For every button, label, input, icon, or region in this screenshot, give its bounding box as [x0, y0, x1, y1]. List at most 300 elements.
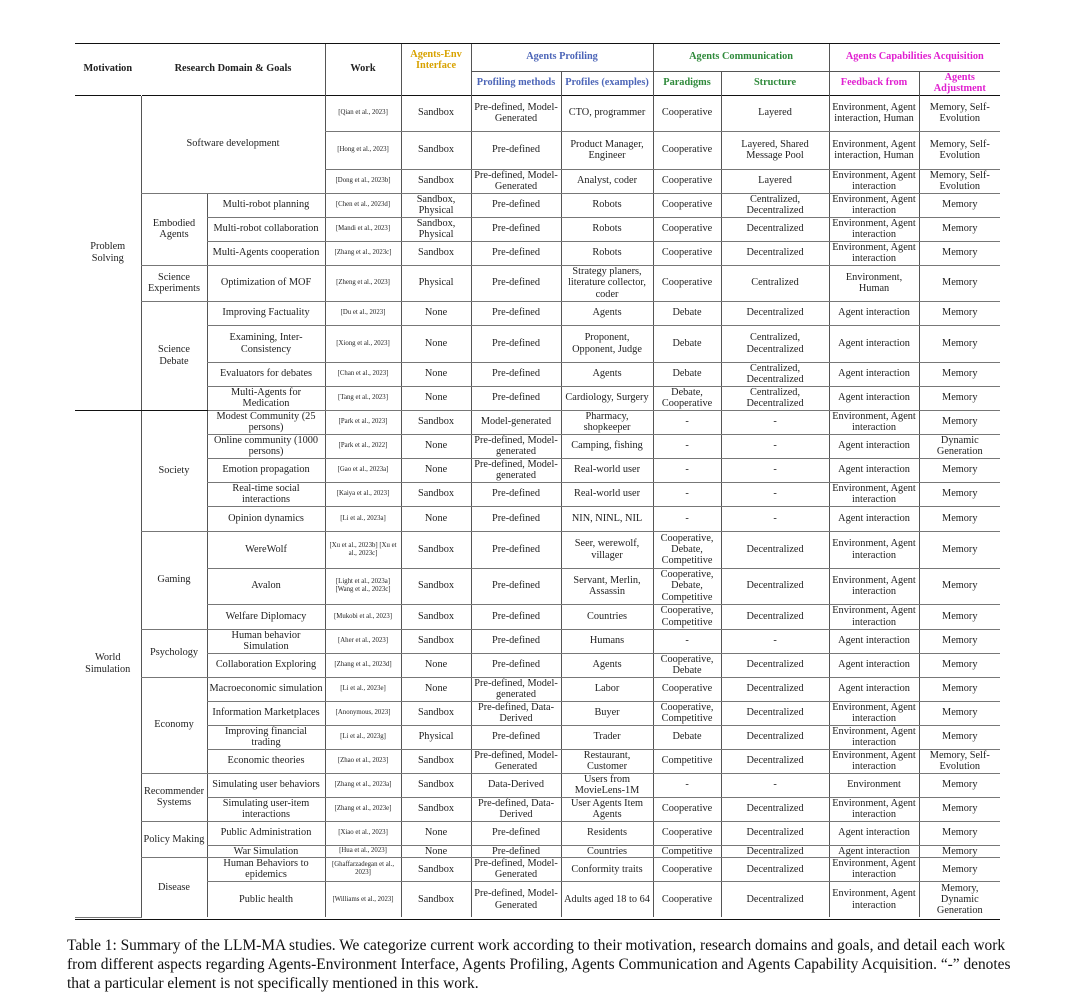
profiling-method-cell: Data-Derived — [471, 773, 561, 797]
motivation-cell: Problem Solving — [75, 95, 141, 410]
domain-cell: Gaming — [141, 531, 207, 629]
table-row — [75, 458, 1000, 482]
adjustment-cell: Memory — [919, 701, 1000, 725]
table-row — [75, 653, 1000, 677]
adjustment-cell: Memory, Self-Evolution — [919, 749, 1000, 773]
goal-cell: Collaboration Exploring — [207, 653, 325, 677]
goal-cell: Information Marketplaces — [207, 701, 325, 725]
structure-cell: Decentralized — [721, 568, 829, 604]
table-row — [75, 217, 1000, 241]
paradigm-cell: Competitive — [653, 749, 721, 773]
table-row — [75, 506, 1000, 531]
feedback-cell: Agent interaction — [829, 821, 919, 845]
profiles-cell: Restaurant, Customer — [561, 749, 653, 773]
table-row — [75, 362, 1000, 386]
col-header-work: Work — [325, 43, 401, 95]
profiling-method-cell: Pre-defined — [471, 725, 561, 749]
adjustment-cell: Memory — [919, 362, 1000, 386]
work-citation: [Tang et al., 2023] — [325, 386, 401, 410]
profiling-method-cell: Pre-defined — [471, 629, 561, 653]
domain-cell: Economy — [141, 677, 207, 773]
goal-cell: Emotion propagation — [207, 458, 325, 482]
feedback-cell: Environment, Agent interaction — [829, 749, 919, 773]
work-citation: [Kaiya et al., 2023] — [325, 482, 401, 506]
table-row — [75, 193, 1000, 217]
feedback-cell: Agent interaction — [829, 845, 919, 857]
structure-cell: Decentralized — [721, 531, 829, 568]
env-interface-cell: Sandbox — [401, 857, 471, 881]
table-row — [75, 482, 1000, 506]
env-interface-cell: None — [401, 506, 471, 531]
feedback-cell: Agent interaction — [829, 434, 919, 458]
structure-cell: Decentralized — [721, 725, 829, 749]
adjustment-cell: Memory — [919, 857, 1000, 881]
work-citation: [Li et al., 2023a] — [325, 506, 401, 531]
table-row — [75, 531, 1000, 568]
feedback-cell: Environment, Agent interaction — [829, 568, 919, 604]
summary-table-container — [75, 43, 1000, 918]
table-bottom-rule — [75, 919, 1000, 920]
profiling-method-cell: Pre-defined, Model-Generated — [471, 95, 561, 131]
profiling-method-cell: Pre-defined — [471, 193, 561, 217]
goal-cell: Avalon — [207, 568, 325, 604]
table-row — [75, 725, 1000, 749]
feedback-cell: Environment, Agent interaction — [829, 881, 919, 917]
structure-cell: Decentralized — [721, 749, 829, 773]
profiling-method-cell: Pre-defined — [471, 241, 561, 265]
table-row — [75, 241, 1000, 265]
work-citation: [Park et al., 2023] — [325, 410, 401, 434]
col-header-domain: Research Domain & Goals — [141, 43, 325, 95]
adjustment-cell: Memory — [919, 821, 1000, 845]
structure-cell: Decentralized — [721, 701, 829, 725]
paradigm-cell: Cooperative — [653, 857, 721, 881]
work-citation: [Zhao et al., 2023] — [325, 749, 401, 773]
structure-cell: Centralized — [721, 265, 829, 301]
profiles-cell: Buyer — [561, 701, 653, 725]
structure-cell: Decentralized — [721, 241, 829, 265]
paradigm-cell: Debate — [653, 301, 721, 325]
structure-cell: - — [721, 410, 829, 434]
adjustment-cell: Memory, Self-Evolution — [919, 131, 1000, 169]
paradigm-cell: Cooperative, Competitive — [653, 701, 721, 725]
feedback-cell: Environment, Agent interaction — [829, 604, 919, 629]
profiling-method-cell: Pre-defined, Model-Generated — [471, 749, 561, 773]
table-body — [75, 95, 1000, 917]
structure-cell: Decentralized — [721, 821, 829, 845]
goal-cell: Economic theories — [207, 749, 325, 773]
paradigm-cell: Cooperative, Debate — [653, 653, 721, 677]
profiles-cell: Residents — [561, 821, 653, 845]
goal-cell: Online community (1000 persons) — [207, 434, 325, 458]
paradigm-cell: - — [653, 506, 721, 531]
profiling-method-cell: Pre-defined — [471, 386, 561, 410]
table-row — [75, 857, 1000, 881]
env-interface-cell: Sandbox — [401, 749, 471, 773]
adjustment-cell: Memory — [919, 653, 1000, 677]
work-citation: [Dong et al., 2023b] — [325, 169, 401, 193]
structure-cell: Centralized, Decentralized — [721, 193, 829, 217]
adjustment-cell: Memory — [919, 482, 1000, 506]
work-citation: [Zhang et al., 2023c] — [325, 241, 401, 265]
profiling-method-cell: Pre-defined — [471, 217, 561, 241]
col-header-profiles: Profiles (examples) — [561, 71, 653, 95]
adjustment-cell: Memory — [919, 265, 1000, 301]
profiling-method-cell: Model-generated — [471, 410, 561, 434]
structure-cell: - — [721, 629, 829, 653]
paradigm-cell: Cooperative — [653, 821, 721, 845]
feedback-cell: Agent interaction — [829, 386, 919, 410]
profiling-method-cell: Pre-defined — [471, 362, 561, 386]
feedback-cell: Environment, Agent interaction — [829, 725, 919, 749]
col-header-feedback: Feedback from — [829, 71, 919, 95]
env-interface-cell: Sandbox — [401, 482, 471, 506]
env-interface-cell: Sandbox — [401, 797, 471, 821]
paradigm-cell: Cooperative — [653, 131, 721, 169]
profiles-cell: Real-world user — [561, 482, 653, 506]
structure-cell: Layered — [721, 169, 829, 193]
profiling-method-cell: Pre-defined — [471, 531, 561, 568]
work-citation: [Park et al., 2022] — [325, 434, 401, 458]
work-citation: [Hua et al., 2023] — [325, 845, 401, 857]
paradigm-cell: - — [653, 629, 721, 653]
work-citation: [Li et al., 2023e] — [325, 677, 401, 701]
table-row — [75, 677, 1000, 701]
paradigm-cell: Cooperative — [653, 881, 721, 917]
structure-cell: Decentralized — [721, 845, 829, 857]
goal-cell: Human Behaviors to epidemics — [207, 857, 325, 881]
table-row — [75, 797, 1000, 821]
adjustment-cell: Memory, Self-Evolution — [919, 95, 1000, 131]
structure-cell: Decentralized — [721, 604, 829, 629]
goal-cell: War Simulation — [207, 845, 325, 857]
motivation-cell: World Simulation — [75, 410, 141, 917]
profiling-method-cell: Pre-defined, Model-Generated — [471, 881, 561, 917]
work-citation: [Anonymous, 2023] — [325, 701, 401, 725]
profiles-cell: Strategy planers, literature collector, coder — [561, 265, 653, 301]
domain-cell: Disease — [141, 857, 207, 917]
profiles-cell: NIN, NINL, NIL — [561, 506, 653, 531]
env-interface-cell: None — [401, 845, 471, 857]
adjustment-cell: Memory, Self-Evolution — [919, 169, 1000, 193]
adjustment-cell: Memory — [919, 506, 1000, 531]
paradigm-cell: - — [653, 458, 721, 482]
summary-table — [75, 43, 1000, 918]
goal-cell: Modest Community (25 persons) — [207, 410, 325, 434]
feedback-cell: Agent interaction — [829, 629, 919, 653]
work-citation: [Zhang et al., 2023a] — [325, 773, 401, 797]
work-citation: [Chan et al., 2023] — [325, 362, 401, 386]
profiling-method-cell: Pre-defined, Model-generated — [471, 434, 561, 458]
profiling-method-cell: Pre-defined, Model-generated — [471, 677, 561, 701]
table-row — [75, 568, 1000, 604]
paradigm-cell: Debate — [653, 362, 721, 386]
paradigm-cell: Cooperative — [653, 169, 721, 193]
profiles-cell: Product Manager, Engineer — [561, 131, 653, 169]
profiling-method-cell: Pre-defined — [471, 845, 561, 857]
feedback-cell: Environment, Agent interaction, Human — [829, 95, 919, 131]
adjustment-cell: Memory — [919, 568, 1000, 604]
goal-cell: Real-time social interactions — [207, 482, 325, 506]
profiles-cell: User Agents Item Agents — [561, 797, 653, 821]
feedback-cell: Agent interaction — [829, 458, 919, 482]
env-interface-cell: Physical — [401, 725, 471, 749]
work-citation: [Zhang et al., 2023e] — [325, 797, 401, 821]
domain-cell: Embodied Agents — [141, 193, 207, 265]
domain-cell: Recommender Systems — [141, 773, 207, 821]
table-row — [75, 265, 1000, 301]
structure-cell: - — [721, 434, 829, 458]
table-row — [75, 629, 1000, 653]
profiles-cell: Conformity traits — [561, 857, 653, 881]
structure-cell: - — [721, 458, 829, 482]
goal-cell: Optimization of MOF — [207, 265, 325, 301]
feedback-cell: Environment, Agent interaction — [829, 410, 919, 434]
paradigm-cell: - — [653, 773, 721, 797]
structure-cell: Layered, Shared Message Pool — [721, 131, 829, 169]
work-citation: [Zheng et al., 2023] — [325, 265, 401, 301]
goal-cell: Simulating user behaviors — [207, 773, 325, 797]
profiles-cell: Agents — [561, 653, 653, 677]
profiling-method-cell: Pre-defined — [471, 506, 561, 531]
domain-cell: Society — [141, 410, 207, 531]
structure-cell: Centralized, Decentralized — [721, 325, 829, 362]
structure-cell: Decentralized — [721, 677, 829, 701]
profiles-cell: Countries — [561, 604, 653, 629]
profiles-cell: Servant, Merlin, Assassin — [561, 568, 653, 604]
env-interface-cell: None — [401, 434, 471, 458]
env-interface-cell: None — [401, 458, 471, 482]
structure-cell: - — [721, 773, 829, 797]
col-header-profiling-methods: Profiling methods — [471, 71, 561, 95]
profiles-cell: Countries — [561, 845, 653, 857]
paradigm-cell: - — [653, 482, 721, 506]
paradigm-cell: Cooperative, Debate, Competitive — [653, 568, 721, 604]
profiling-method-cell: Pre-defined — [471, 131, 561, 169]
structure-cell: - — [721, 506, 829, 531]
paradigm-cell: Cooperative — [653, 677, 721, 701]
paradigm-cell: Cooperative, Debate, Competitive — [653, 531, 721, 568]
profiles-cell: Analyst, coder — [561, 169, 653, 193]
goal-cell: Improving Factuality — [207, 301, 325, 325]
env-interface-cell: Sandbox — [401, 773, 471, 797]
col-header-structure: Structure — [721, 71, 829, 95]
work-citation: [Qian et al., 2023] — [325, 95, 401, 131]
table-row — [75, 434, 1000, 458]
paradigm-cell: Debate — [653, 325, 721, 362]
table-row — [75, 881, 1000, 917]
env-interface-cell: Sandbox — [401, 604, 471, 629]
work-citation: [Li et al., 2023g] — [325, 725, 401, 749]
work-citation: [Chen et al., 2023d] — [325, 193, 401, 217]
env-interface-cell: Sandbox — [401, 95, 471, 131]
adjustment-cell: Memory — [919, 193, 1000, 217]
work-citation: [Aher et al., 2023] — [325, 629, 401, 653]
work-citation: [Xu et al., 2023b] [Xu et al., 2023c] — [325, 531, 401, 568]
profiles-cell: Users from MovieLens-1M — [561, 773, 653, 797]
table-row — [75, 386, 1000, 410]
table-row — [75, 604, 1000, 629]
goal-cell: Human behavior Simulation — [207, 629, 325, 653]
adjustment-cell: Memory — [919, 845, 1000, 857]
goal-cell: Examining, Inter-Consistency — [207, 325, 325, 362]
profiling-method-cell: Pre-defined, Model-generated — [471, 458, 561, 482]
col-header-motivation: Motivation — [83, 63, 133, 75]
profiles-cell: Proponent, Opponent, Judge — [561, 325, 653, 362]
work-citation: [Hong et al., 2023] — [325, 131, 401, 169]
env-interface-cell: None — [401, 301, 471, 325]
feedback-cell: Environment, Agent interaction — [829, 857, 919, 881]
profiling-method-cell: Pre-defined — [471, 604, 561, 629]
table-row — [75, 845, 1000, 857]
goal-cell: Public health — [207, 881, 325, 917]
group-header-capabilities: Agents Capabilities Acquisition — [829, 43, 1000, 71]
table-row — [75, 701, 1000, 725]
structure-cell: Layered — [721, 95, 829, 131]
adjustment-cell: Memory — [919, 241, 1000, 265]
feedback-cell: Environment, Agent interaction — [829, 217, 919, 241]
paradigm-cell: Cooperative — [653, 193, 721, 217]
paradigm-cell: Cooperative — [653, 95, 721, 131]
goal-cell: Simulating user-item interactions — [207, 797, 325, 821]
work-citation: [Gao et al., 2023a] — [325, 458, 401, 482]
profiling-method-cell: Pre-defined — [471, 568, 561, 604]
group-header-communication: Agents Communication — [653, 43, 829, 71]
structure-cell: Decentralized — [721, 301, 829, 325]
work-citation: [Williams et al., 2023] — [325, 881, 401, 917]
table-row — [75, 95, 1000, 131]
feedback-cell: Environment — [829, 773, 919, 797]
env-interface-cell: Sandbox — [401, 410, 471, 434]
table-row — [75, 410, 1000, 434]
profiling-method-cell: Pre-defined, Data-Derived — [471, 797, 561, 821]
table-top-rule — [75, 43, 1000, 44]
adjustment-cell: Memory — [919, 410, 1000, 434]
paradigm-cell: Debate — [653, 725, 721, 749]
table-row — [75, 773, 1000, 797]
paradigm-cell: - — [653, 434, 721, 458]
paradigm-cell: Competitive — [653, 845, 721, 857]
table-row — [75, 325, 1000, 362]
structure-cell: Decentralized — [721, 857, 829, 881]
profiles-cell: Cardiology, Surgery — [561, 386, 653, 410]
profiles-cell: Pharmacy, shopkeeper — [561, 410, 653, 434]
paradigm-cell: Cooperative, Competitive — [653, 604, 721, 629]
feedback-cell: Environment, Agent interaction — [829, 531, 919, 568]
adjustment-cell: Memory — [919, 531, 1000, 568]
profiling-method-cell: Pre-defined — [471, 301, 561, 325]
env-interface-cell: Sandbox — [401, 701, 471, 725]
work-citation: [Du et al., 2023] — [325, 301, 401, 325]
profiling-method-cell: Pre-defined — [471, 653, 561, 677]
adjustment-cell: Memory — [919, 217, 1000, 241]
paradigm-cell: - — [653, 410, 721, 434]
goal-cell: WereWolf — [207, 531, 325, 568]
work-citation: [Zhang et al., 2023d] — [325, 653, 401, 677]
paradigm-cell: Debate, Cooperative — [653, 386, 721, 410]
feedback-cell: Environment, Agent interaction, Human — [829, 131, 919, 169]
profiles-cell: Robots — [561, 241, 653, 265]
env-interface-cell: None — [401, 653, 471, 677]
profiling-method-cell: Pre-defined — [471, 821, 561, 845]
adjustment-cell: Memory — [919, 797, 1000, 821]
goal-cell: Multi-robot planning — [207, 193, 325, 217]
env-interface-cell: None — [401, 386, 471, 410]
env-interface-cell: None — [401, 325, 471, 362]
adjustment-cell: Memory, Dynamic Generation — [919, 881, 1000, 917]
profiles-cell: Agents — [561, 301, 653, 325]
env-interface-cell: Sandbox — [401, 568, 471, 604]
structure-cell: Centralized, Decentralized — [721, 386, 829, 410]
table-row — [75, 301, 1000, 325]
profiles-cell: Real-world user — [561, 458, 653, 482]
col-header-paradigms: Paradigms — [653, 71, 721, 95]
env-interface-cell: Sandbox — [401, 881, 471, 917]
profiling-method-cell: Pre-defined — [471, 325, 561, 362]
env-interface-cell: None — [401, 821, 471, 845]
profiles-cell: Trader — [561, 725, 653, 749]
profiles-cell: Robots — [561, 193, 653, 217]
env-interface-cell: Sandbox — [401, 531, 471, 568]
goal-cell: Opinion dynamics — [207, 506, 325, 531]
structure-cell: Decentralized — [721, 797, 829, 821]
structure-cell: Decentralized — [721, 217, 829, 241]
structure-cell: - — [721, 482, 829, 506]
col-header-env-interface: Agents-Env Interface — [401, 43, 471, 95]
env-interface-cell: Sandbox — [401, 131, 471, 169]
structure-cell: Decentralized — [721, 881, 829, 917]
profiles-cell: CTO, programmer — [561, 95, 653, 131]
structure-cell: Centralized, Decentralized — [721, 362, 829, 386]
profiles-cell: Robots — [561, 217, 653, 241]
domain-cell: Science Debate — [141, 301, 207, 410]
env-interface-cell: Sandbox, Physical — [401, 217, 471, 241]
adjustment-cell: Memory — [919, 677, 1000, 701]
feedback-cell: Environment, Agent interaction — [829, 797, 919, 821]
work-citation: [Mandi et al., 2023] — [325, 217, 401, 241]
feedback-cell: Agent interaction — [829, 677, 919, 701]
group-header-profiling: Agents Profiling — [471, 43, 653, 71]
profiling-method-cell: Pre-defined — [471, 482, 561, 506]
work-citation: [Mukobi et al., 2023] — [325, 604, 401, 629]
goal-cell: Multi-Agents for Medication — [207, 386, 325, 410]
profiles-cell: Seer, werewolf, villager — [561, 531, 653, 568]
adjustment-cell: Memory — [919, 325, 1000, 362]
domain-cell: Policy Making — [141, 821, 207, 857]
work-citation: [Xiao et al., 2023] — [325, 821, 401, 845]
profiling-method-cell: Pre-defined, Data-Derived — [471, 701, 561, 725]
profiles-cell: Labor — [561, 677, 653, 701]
adjustment-cell: Memory — [919, 386, 1000, 410]
goal-cell: Improving financial trading — [207, 725, 325, 749]
paradigm-cell: Cooperative — [653, 241, 721, 265]
adjustment-cell: Memory — [919, 629, 1000, 653]
table-row — [75, 821, 1000, 845]
profiling-method-cell: Pre-defined, Model-Generated — [471, 169, 561, 193]
col-header-adjustment: Agents Adjustment — [919, 71, 1000, 95]
adjustment-cell: Dynamic Generation — [919, 434, 1000, 458]
env-interface-cell: Sandbox — [401, 629, 471, 653]
env-interface-cell: None — [401, 362, 471, 386]
work-citation: [Light et al., 2023a] [Wang et al., 2023c] — [325, 568, 401, 604]
env-interface-cell: Sandbox — [401, 241, 471, 265]
profiling-method-cell: Pre-defined — [471, 265, 561, 301]
feedback-cell: Agent interaction — [829, 506, 919, 531]
work-citation: [Ghaffarzadegan et al., 2023] — [325, 857, 401, 881]
work-citation: [Xiong et al., 2023] — [325, 325, 401, 362]
goal-cell: Multi-Agents cooperation — [207, 241, 325, 265]
feedback-cell: Agent interaction — [829, 653, 919, 677]
